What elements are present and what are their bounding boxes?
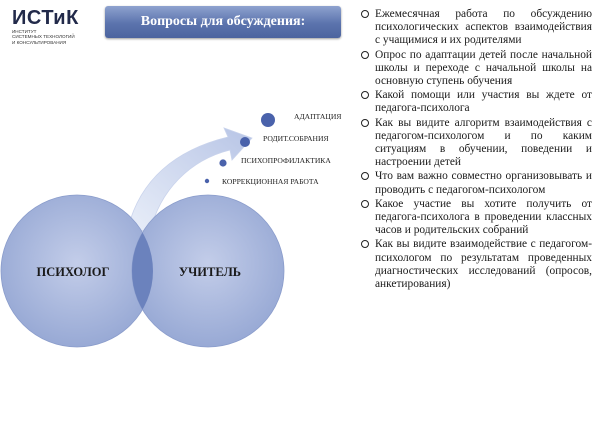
list-item bbox=[360, 238, 592, 291]
question-text: Как вы видите алгоритм взаимодействия с педагогом-психологом и по каким ситуациям в обучении, поведении и настроении детей bbox=[375, 116, 592, 169]
logo-subtitle-line: ИНСТИТУТ bbox=[12, 29, 37, 34]
bullet-icon bbox=[361, 172, 369, 180]
question-text: Что вам важно совместно организовывать и проводить с педагогом-психологом bbox=[375, 170, 592, 196]
label-prevention: ПСИХОПРОФИЛАКТИКА bbox=[241, 156, 331, 165]
dot-correction bbox=[205, 179, 209, 183]
list-item bbox=[360, 89, 592, 115]
question-text: Какое участие вы хотите получить от педагога-психолога в проведении классных часов и родительских собраний bbox=[375, 197, 592, 237]
list-item bbox=[360, 170, 592, 196]
question-text: Ежемесячная работа по обсуждению психологических аспектов взаимодействия с учащимися и их родителями bbox=[375, 8, 592, 47]
left-circle-label: ПСИХОЛОГ bbox=[36, 265, 110, 279]
question-text: Какой помощи или участия вы ждете от педагога-психолога bbox=[375, 89, 592, 115]
questions-list bbox=[360, 8, 592, 292]
question-text: Как вы видите взаимодействие с педагогом-психологом по результатам проведенных диагностических исследований (опросов, анкетирования) bbox=[375, 238, 592, 291]
list-item bbox=[360, 198, 592, 238]
right-circle-label: УЧИТЕЛЬ bbox=[178, 265, 242, 279]
dot-prevention bbox=[219, 159, 226, 166]
list-item bbox=[360, 49, 592, 89]
bullet-icon bbox=[361, 119, 369, 127]
question-text: Опрос по адаптации детей после начальной школы и переходе с начальной школы на основную ступень обучения bbox=[375, 48, 592, 88]
label-parent-meetings: РОДИТ.СОБРАНИЯ bbox=[263, 134, 329, 143]
logo-wordmark: ИСТиК bbox=[12, 7, 79, 29]
dot-parent-meetings bbox=[240, 137, 250, 147]
label-adaptation: АДАПТАЦИЯ bbox=[294, 112, 342, 121]
label-correction: КОРРЕКЦИОННАЯ РАБОТА bbox=[222, 177, 319, 186]
page-title: Вопросы для обсуждения: bbox=[140, 14, 306, 29]
bullet-icon bbox=[361, 200, 369, 208]
logo-subtitle-line: СИСТЕМНЫХ ТЕХНОЛОГИЙ bbox=[12, 34, 75, 40]
logo-subtitle-line: И КОНСУЛЬТИРОВАНИЯ bbox=[12, 39, 67, 45]
bullet-icon bbox=[361, 240, 369, 248]
bullet-icon bbox=[361, 51, 369, 59]
bullet-icon bbox=[361, 91, 369, 99]
dot-adaptation bbox=[261, 113, 275, 127]
list-item bbox=[360, 8, 592, 48]
list-item bbox=[360, 117, 592, 170]
bullet-icon bbox=[361, 10, 369, 18]
